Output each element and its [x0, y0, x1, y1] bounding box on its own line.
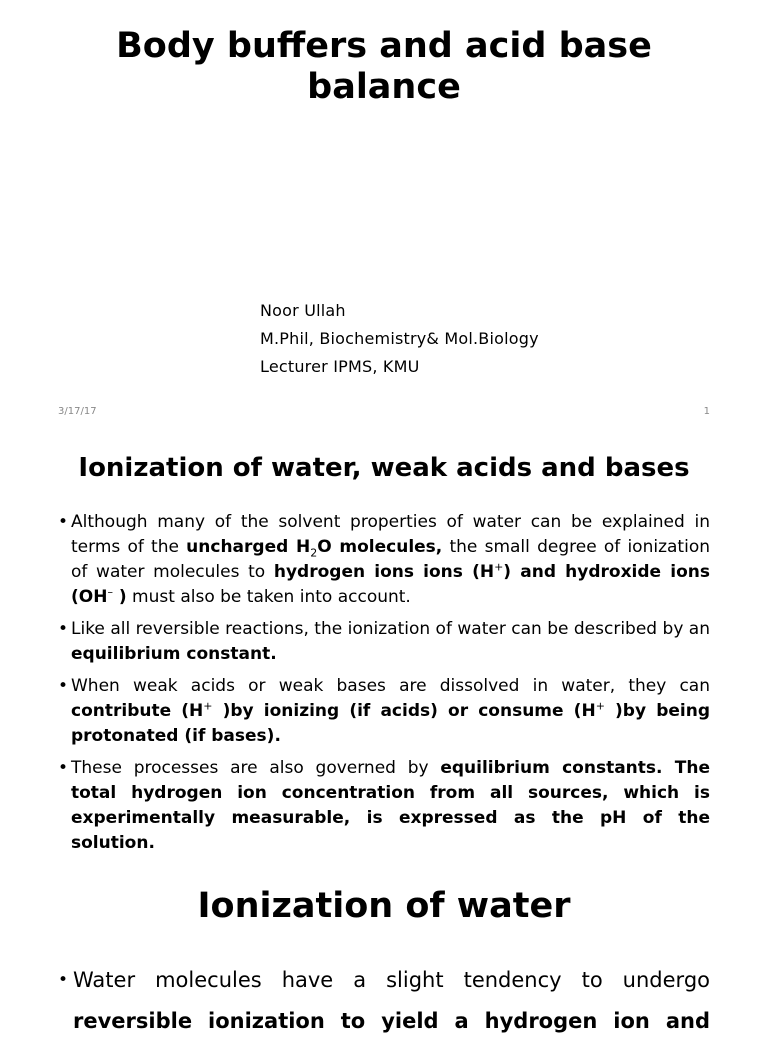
bold-text: equilibrium constants. The total hydrogen ion concentration from all sources, which is experimentally measurable, is expressed as the pH of the solution.	[71, 758, 710, 853]
bullet-text: These processes are also governed by	[71, 758, 441, 778]
bullet-icon: •	[58, 512, 69, 532]
slide-1	[0, 0, 768, 430]
slide-title: Body buffers and acid base balance	[116, 26, 652, 107]
slide-3	[0, 860, 768, 1033]
author-name: Noor Ullah	[260, 301, 346, 320]
bullet-text: Water molecules have a slight tendency to undergo	[73, 968, 710, 992]
bullet-icon: •	[58, 619, 69, 639]
bullet-list	[58, 960, 710, 1042]
slide-title: Ionization of water	[197, 886, 571, 926]
bullet-icon: •	[58, 758, 69, 778]
bold-text: O molecules,	[317, 537, 443, 557]
bullet-item	[58, 510, 710, 610]
bullet-text: must also be taken into account.	[126, 587, 411, 607]
page-number: 1	[703, 406, 710, 417]
bold-text: contribute (H	[71, 701, 204, 721]
bullet-item	[58, 756, 710, 856]
bullet-text: Although many of the solvent properties of water can be explained in terms of the	[71, 512, 710, 557]
bold-text: ) and hydroxide ions (OH	[71, 562, 710, 607]
bold-text: )by ionizing (if acids) or consume (H	[212, 701, 596, 721]
superscript: +	[595, 699, 605, 713]
superscript: –	[107, 585, 113, 599]
bold-text: hydrogen ions ions (H	[273, 562, 495, 582]
bold-text: reversible ionization to yield a hydrogen ion and	[73, 1009, 710, 1033]
bold-text: )	[112, 587, 127, 607]
bullet-item	[58, 617, 710, 667]
bullet-text: the small degree of ionization of water molecules to	[71, 537, 710, 582]
author-degree: M.Phil, Biochemistry& Mol.Biology	[260, 329, 539, 348]
bold-text: uncharged H	[186, 537, 311, 557]
author-position: Lecturer IPMS, KMU	[260, 357, 420, 376]
bold-text: equilibrium constant.	[71, 644, 277, 664]
bullet-item	[58, 960, 710, 1042]
superscript: +	[203, 699, 213, 713]
bullet-text: When weak acids or weak bases are dissolved in water, they can	[71, 676, 710, 696]
bold-text: )by being protonated (if bases).	[71, 701, 710, 746]
bullet-list	[58, 510, 710, 863]
slide-2	[0, 430, 768, 860]
bullet-item	[58, 674, 710, 749]
slide-title: Ionization of water, weak acids and bases	[78, 453, 690, 483]
slide-date: 3/17/17	[58, 406, 97, 417]
subscript: 2	[310, 546, 318, 560]
superscript: +	[494, 560, 504, 574]
bullet-icon: •	[58, 676, 69, 696]
bullet-icon: •	[58, 970, 69, 990]
bullet-text: Like all reversible reactions, the ionization of water can be described by an	[71, 619, 710, 639]
author-block	[260, 297, 539, 381]
